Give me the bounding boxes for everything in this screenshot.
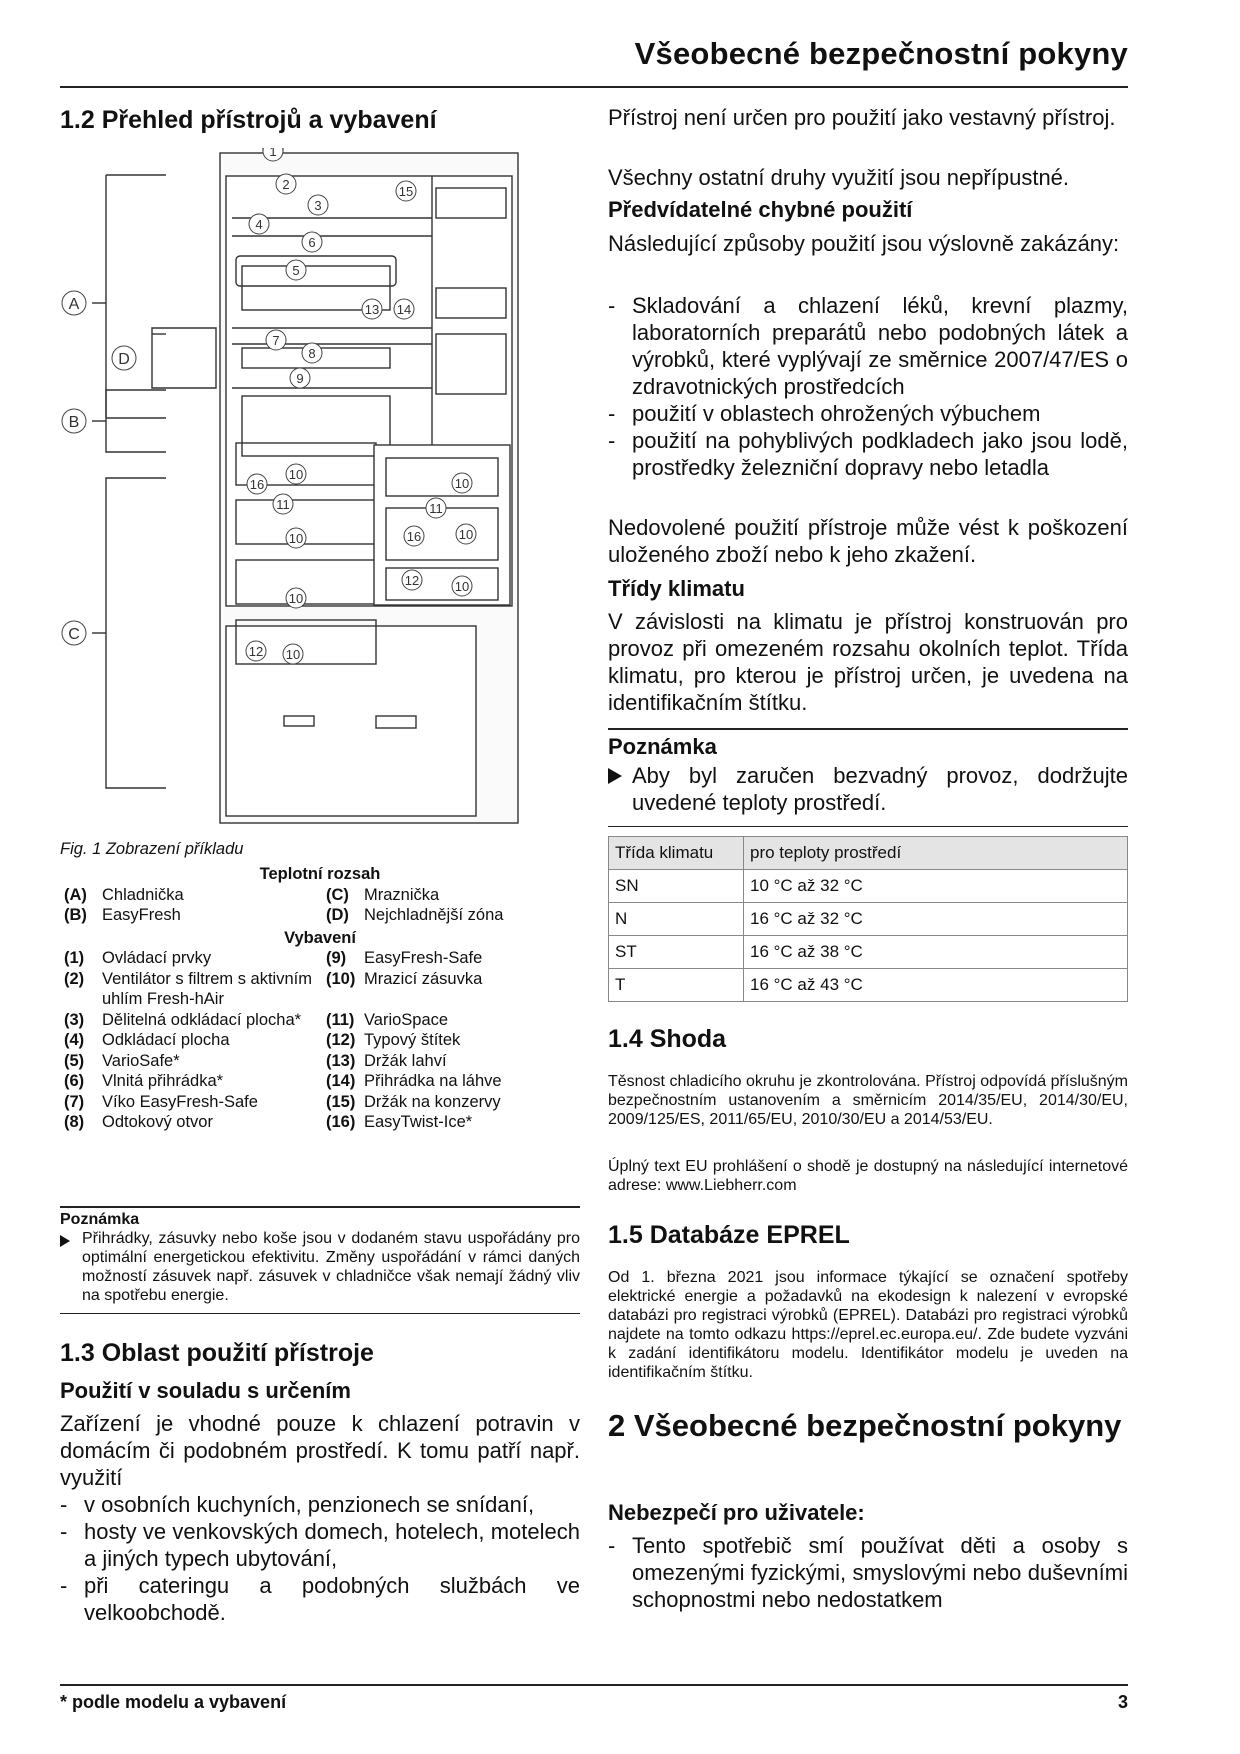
note-1-2-title: Poznámka [60,1211,140,1228]
figure-legend [60,864,580,1133]
legend-key: (D) [326,906,349,924]
table-header-row [609,837,1128,870]
svg-text:9: 9 [296,371,304,386]
svg-text:10: 10 [288,531,304,546]
intended-use-item: - hosty ve venkovských domech, hotelech, motelech a jiných typech ubytování, [60,1518,580,1572]
hazard-item: - Tento spotřebič smí používat děti a osoby s omezenými fyzickými, smyslovými nebo duševními schopnostmi nebo nedostatkem [608,1532,1128,1613]
legend-equipment [60,948,580,1133]
legend-value: Chladnička [102,885,184,904]
svg-text:1: 1 [269,148,277,159]
svg-text:16: 16 [406,529,422,544]
misuse-list [608,292,1128,481]
svg-text:8: 8 [308,346,316,361]
table-row [609,903,1128,936]
legend-row [60,948,580,969]
legend-key: (14) [326,1072,356,1090]
misuse-title: Předvídatelné chybné použití [608,197,913,222]
legend-value: Vlnitá přihrádka* [102,1072,224,1090]
table-row [609,936,1128,969]
misuse-item: - použití v oblastech ohrožených výbuchem [608,400,1128,427]
section-2-heading: 2 Všeobecné bezpečnostní pokyny [608,1408,1122,1443]
misuse-intro: Následující způsoby použití jsou výslovně zakázány: [608,231,1120,256]
legend-key: (6) [64,1072,85,1090]
legend-key: (11) [326,1010,355,1029]
svg-text:10: 10 [288,467,304,482]
note-1-2-body [60,1229,580,1314]
legend-value: EasyFresh [102,906,181,924]
section-1-3-intro: Zařízení je vhodné pouze k chlazení potravin v domácím či podobném prostředí. K tomu patří např. využití [60,1411,580,1490]
climate-title: Třídy klimatu [608,576,745,601]
legend-key: (13) [326,1051,356,1070]
legend-key: (9) [326,949,347,967]
legend-row [60,969,580,1010]
table-cell: N [609,903,744,936]
legend-value: Odtokový otvor [102,1113,213,1131]
legend-value: Víko EasyFresh-Safe [102,1092,258,1111]
svg-text:2: 2 [282,177,290,192]
section-1-5-heading: 1.5 Databáze EPREL [608,1221,850,1249]
legend-key: (10) [326,969,356,988]
legend-row [60,885,580,906]
page-header-title: Všeobecné bezpečnostní pokyny [634,36,1128,71]
svg-text:3: 3 [314,198,322,213]
svg-text:12: 12 [248,644,264,659]
legend-value: VarioSafe* [102,1051,180,1070]
misuse-outro: Nedovolené použití přístroje může vést k poškození uloženého zboží nebo k jeho zkažení. [608,515,1128,567]
svg-text:14: 14 [396,302,412,317]
section-1-2-heading: 1.2 Přehled přístrojů a vybavení [60,106,437,134]
svg-text:10: 10 [454,476,470,491]
legend-value: EasyTwist-Ice* [364,1113,473,1131]
legend-row [60,1112,580,1133]
table-cell: T [609,969,744,1002]
note-1-2-text: Přihrádky, zásuvky nebo koše jsou v dodaném stavu uspořádány pro optimální energetickou efektivitu. Změny uspořádání v rámci daných možností zásuvek např. zásuvek v chladničce však nemají žádný vliv na spotřebu energie. [82,1230,580,1304]
legend-key: (5) [64,1051,85,1070]
eu-declaration-text: Úplný text EU prohlášení o shodě je dostupný na následující internetové adrese: www.Liebherr.com [608,1158,1128,1194]
legend-key: (B) [64,906,87,924]
intended-use-list [60,1491,580,1626]
legend-value: Držák na konzervy [364,1092,501,1111]
note-1-2 [60,1210,580,1314]
zone-c-letter: C [68,626,80,643]
not-built-in-text: Přístroj není určen pro použití jako vestavný přístroj. [608,105,1116,130]
legend-value: VarioSpace [364,1010,449,1029]
svg-text:6: 6 [308,235,316,250]
table-header-cell: Třída klimatu [609,837,744,870]
svg-text:5: 5 [292,263,300,278]
misuse-item: - Skladování a chlazení léků, krevní plazmy, laboratorních preparátů nebo podobných látek a výrobků, které vyplývají ze směrnice 2007/47/ES o zdravotnických prostředcích [608,292,1128,400]
zone-c-marker [62,621,86,645]
note-1-3-text: Aby byl zaručen bezvadný provoz, dodržujte uvedené teploty prostředí. [632,763,1128,815]
legend-value: Typový štítek [364,1031,461,1049]
note-1-3-rule [608,728,1128,730]
legend-key: (7) [64,1092,85,1111]
footer-rule [60,1684,1128,1686]
legend-zones-title: Teplotní rozsah [259,865,381,883]
legend-row [60,1010,580,1031]
legend-value: Přihrádka na láhve [364,1072,502,1090]
zone-a-letter: A [68,296,80,313]
legend-equipment-title: Vybavení [284,928,356,947]
svg-text:10: 10 [454,579,470,594]
note-1-3-title: Poznámka [608,734,717,759]
section-1-3-subheading: Použití v souladu s určením [60,1378,351,1403]
svg-text:16: 16 [249,477,265,492]
legend-value: Držák lahví [364,1051,447,1070]
legend-key: (C) [326,885,349,904]
intended-use-item: - v osobních kuchyních, penzionech se snídaní, [60,1491,580,1518]
legend-key: (3) [64,1010,85,1029]
svg-text:10: 10 [285,647,301,662]
note-1-2-rule [60,1206,580,1208]
svg-text:11: 11 [429,501,443,516]
table-cell: ST [609,936,744,969]
climate-text: V závislosti na klimatu je přístroj konstruován pro provoz při omezeném rozsahu okolních teplot. Třída klimatu, pro kterou je přístroj určen, je uvedena na identifikačním štítku. [608,609,1128,715]
intended-use-item: - při cateringu a podobných službách ve velkoobchodě. [60,1572,580,1626]
note-arrow-icon [608,768,622,784]
eprel-text: Od 1. března 2021 jsou informace týkající se označení spotřeby elektrické energie a požadavků na ekodesign k nalezení v evropské databázi pro registraci výrobků (EPREL). Databázi pro registraci výrobků najdete na tomto odkazu https://eprel.ec.europa.eu/. Zde budete vyzváni k zadání identifikátoru modelu. Identifikátor modelu je uveden na identifikačním štítku. [608,1269,1128,1381]
other-uses-text: Všechny ostatní druhy využití jsou nepřípustné. [608,165,1070,190]
conformity-text: Těsnost chladicího okruhu je zkontrolována. Přístroj odpovídá příslušným bezpečnostním ustanovením a směrnicím 2014/35/EU, 2014/30/EU, 2009/125/ES, 2011/65/EU, 2010/30/EU a 2014/53/EU. [608,1073,1128,1128]
legend-value: Nejchladnější zóna [364,906,504,924]
svg-text:10: 10 [288,591,304,606]
table-cell: 16 °C až 43 °C [744,969,1128,1002]
hazard-list [608,1532,1128,1613]
zone-b-letter: B [68,414,80,431]
svg-text:13: 13 [364,302,380,317]
section-2-subheading: Nebezpečí pro uživatele: [608,1500,865,1525]
legend-row [60,1030,580,1051]
svg-text:4: 4 [255,217,263,232]
misuse-item: - použití na pohyblivých podkladech jako jsou lodě, prostředky železniční dopravy nebo letadla [608,427,1128,481]
note-1-3-body [608,762,1128,827]
appliance-figure [56,148,582,828]
table-cell: 16 °C až 32 °C [744,903,1128,936]
legend-row [60,1051,580,1072]
zone-b-marker [62,409,86,433]
section-1-4-heading: 1.4 Shoda [608,1025,727,1053]
legend-key: (4) [64,1031,85,1049]
legend-value: Ovládací prvky [102,949,212,967]
legend-value: EasyFresh-Safe [364,949,483,967]
header-rule [60,86,1128,88]
zone-d-letter: D [118,351,130,368]
svg-text:7: 7 [272,333,280,348]
table-cell: SN [609,870,744,903]
legend-row [60,1092,580,1113]
zone-d-marker [112,346,136,370]
note-arrow-icon [60,1235,70,1247]
svg-text:15: 15 [398,184,414,199]
table-cell: 10 °C až 32 °C [744,870,1128,903]
table-row [609,870,1128,903]
legend-key: (12) [326,1031,356,1049]
zone-a-marker [62,291,86,315]
footer-note: * podle modelu a vybavení [60,1692,287,1712]
legend-value: Ventilátor s filtrem s aktivním uhlím Fresh-hAir [102,969,312,1008]
legend-key: (15) [326,1092,356,1111]
legend-key: (8) [64,1113,85,1131]
page-number: 3 [1117,1692,1128,1712]
section-1-3-heading: 1.3 Oblast použití přístroje [60,1339,374,1367]
legend-key: (A) [64,885,87,904]
svg-text:10: 10 [458,527,474,542]
table-header-cell: pro teploty prostředí [744,837,1128,870]
legend-key: (16) [326,1113,356,1131]
legend-row [60,905,580,926]
svg-text:12: 12 [404,573,420,588]
table-cell: 16 °C až 38 °C [744,936,1128,969]
climate-class-table [608,836,1128,1002]
svg-text:11: 11 [276,497,290,512]
legend-key: (2) [64,969,85,988]
legend-zones [60,885,580,926]
legend-key: (1) [64,949,85,967]
figure-caption: Fig. 1 Zobrazení příkladu [60,840,244,858]
table-row [609,969,1128,1002]
legend-value: Mrazicí zásuvka [364,969,483,988]
legend-row [60,1071,580,1092]
legend-value: Odkládací plocha [102,1031,230,1049]
legend-value: Dělitelná odkládací plocha* [102,1010,302,1029]
legend-value: Mraznička [364,885,440,904]
